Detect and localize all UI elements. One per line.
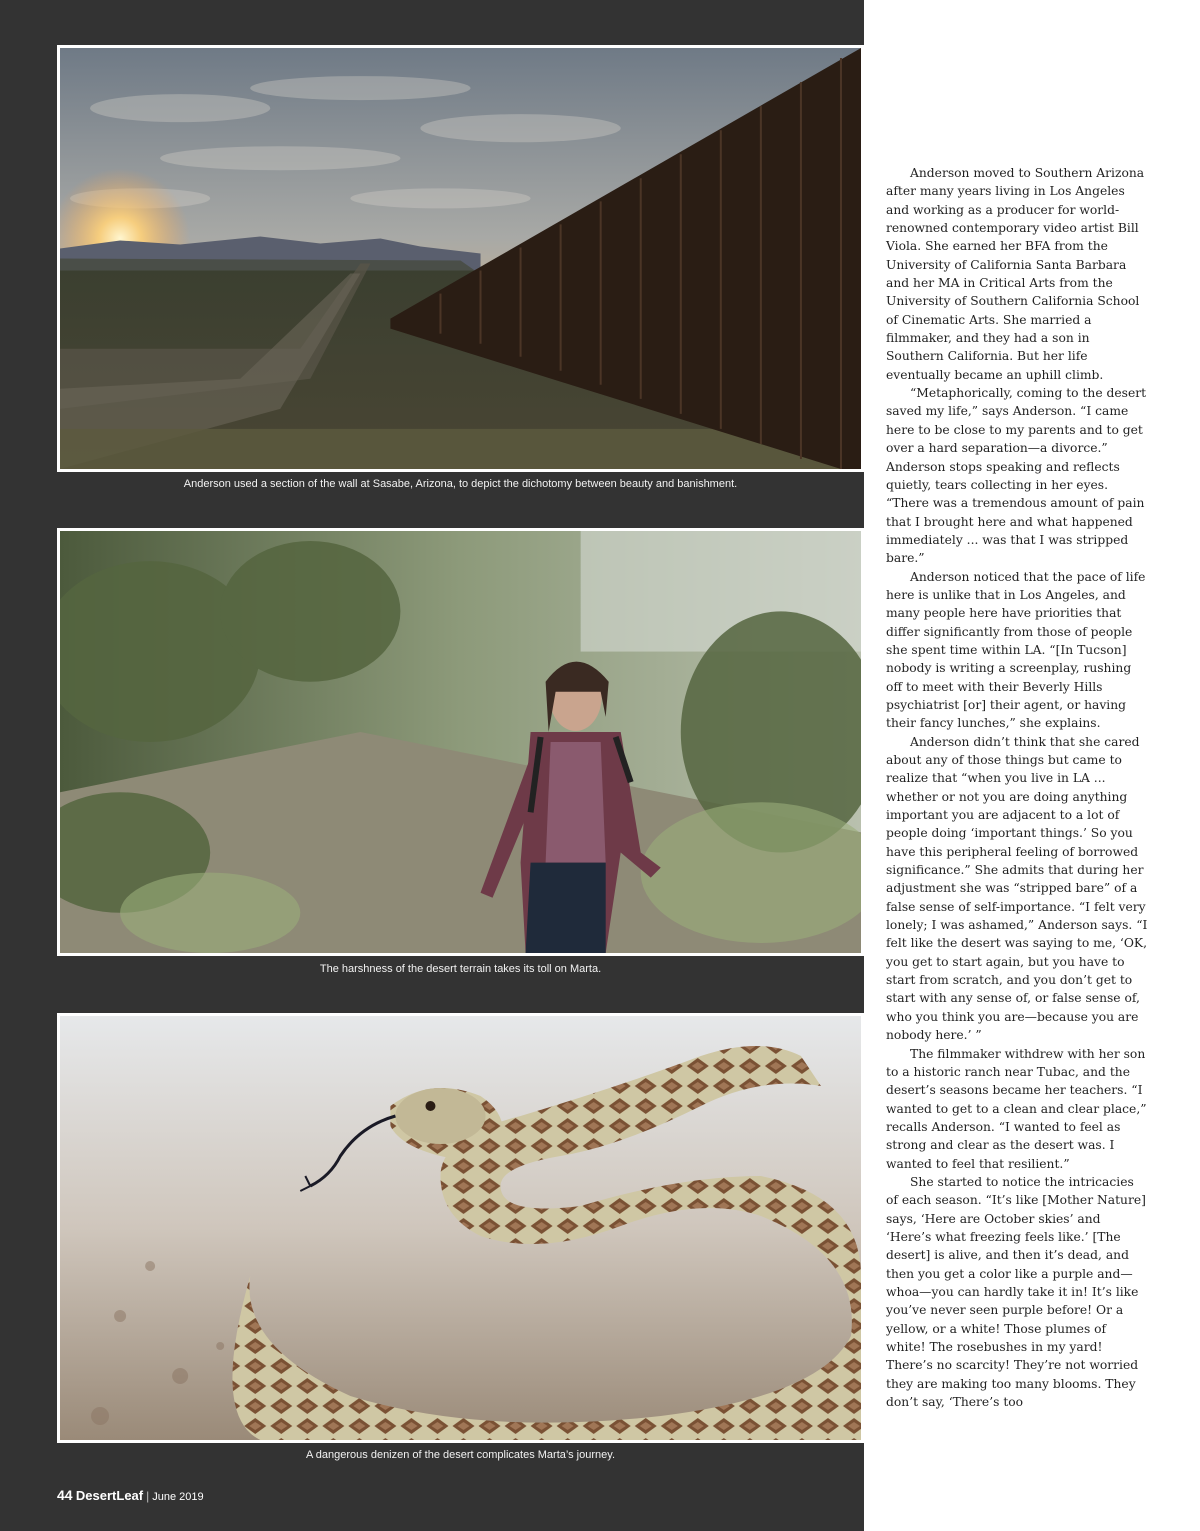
issue-date: June 2019 bbox=[152, 1491, 204, 1503]
photo-caption-3: A dangerous denizen of the desert complicates Marta’s journey. bbox=[306, 1449, 615, 1461]
article-paragraph: Anderson didn’t think that she cared about any of those things but came to realize that “when you live in LA ... whether or not you are doing anything important you are adjacent to a lot of people doing ‘important things.’ So you have this peripheral feeling of borrowed significance.” She admits that during her adjustment she was “stripped bare” of a false sense of self-importance. “I felt very lonely; I was ashamed,” Anderson says. “I felt like the desert was saying to me, ‘OK, you get to start again, but you have to start from scratch, and you don’t get to start with any sense of, or false sense of, who you think you are—because you are nobody here.’ ” bbox=[886, 734, 1148, 1043]
photo-caption-2: The harshness of the desert terrain takes its toll on Marta. bbox=[319, 963, 602, 975]
photo-caption-1: Anderson used a section of the wall at Sasabe, Arizona, to depict the dichotomy between beauty and banishment. bbox=[183, 478, 738, 490]
article-paragraph: “Metaphorically, coming to the desert saved my life,” says Anderson. “I came here to be close to my parents and to get over a hard separation—a divorce.” Anderson stops speaking and reflects quietly, tears collecting in her eyes. “There was a tremendous amount of pain that I brought here and what happened immediately ... was that I was stripped bare.” bbox=[886, 386, 1147, 566]
page-footer bbox=[57, 1487, 204, 1503]
footer-separator: | bbox=[146, 1489, 150, 1503]
rattlesnake-photo bbox=[57, 1013, 864, 1443]
article-paragraph: Anderson moved to Southern Arizona after many years living in Los Angeles and working as a producer for world-renowned contemporary video artist Bill Viola. She earned her BFA from the University of California Santa Barbara and her MA in Critical Arts from the University of Southern California School of Cinematic Arts. She married a filmmaker, and they had a son in Southern California. But her life eventually became an uphill climb. bbox=[886, 166, 1145, 382]
article-paragraph: The filmmaker withdrew with her son to a historic ranch near Tubac, and the desert’s seasons became her teachers. “I wanted to get to a clean and clear place,” recalls Anderson. “I wanted to feel as strong and clear as the desert was. I wanted to feel that resilient.” bbox=[886, 1046, 1147, 1171]
page-number: 44 bbox=[57, 1487, 73, 1503]
article-paragraph: Anderson noticed that the pace of life here is unlike that in Los Angeles, and many people here have priorities that differ significantly from those of people she spent time within LA. “[In Tucson] nobody is writing a screenplay, rushing off to meet with their Beverly Hills psychiatrist [or] their agent, or having their fancy lunches,” she explains. bbox=[886, 569, 1146, 731]
border-wall-sunset-photo bbox=[57, 45, 864, 472]
woman-in-desert-photo bbox=[57, 528, 864, 956]
article-paragraph: She started to notice the intricacies of each season. “It’s like [Mother Nature] says, ‘Here are October skies’ and ‘Here’s what freezing feels like.’ [The desert] is alive, and then it’s dead, and then you get a color like a purple and—whoa—you can hardly take it in! It’s like you’ve never seen purple before! Or a yellow, or a white! Those plumes of white! The rosebushes in my yard! There’s no scarcity! They’re not worried they are making too many blooms. They don’t say, ‘There’s too bbox=[886, 1174, 1146, 1410]
magazine-name: DesertLeaf bbox=[75, 1488, 144, 1503]
article-body bbox=[886, 164, 1148, 1411]
